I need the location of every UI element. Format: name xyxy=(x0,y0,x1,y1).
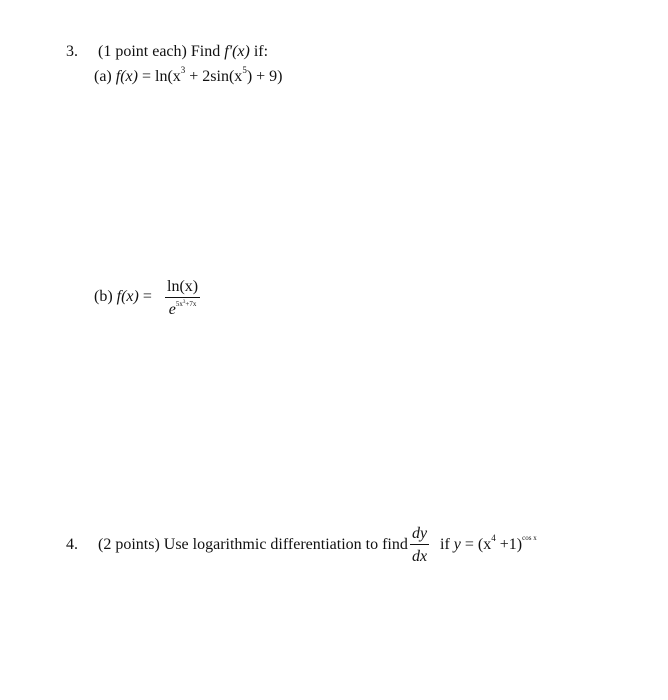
part-b-eq: = xyxy=(142,288,152,305)
part-b-numerator: ln(x) xyxy=(165,278,200,298)
question-4-dy: dy xyxy=(410,525,429,545)
question-3-part-b xyxy=(94,289,152,305)
question-4-if: if xyxy=(440,536,450,553)
part-a-mid: + 2sin(x xyxy=(185,68,243,85)
question-4 xyxy=(66,537,408,553)
question-3-suffix: if: xyxy=(253,43,269,60)
question-3-part-a xyxy=(94,65,283,85)
part-b-denom-exp-cube: 3 xyxy=(182,300,186,305)
question-4-y: y xyxy=(453,536,461,553)
question-4-dx: dx xyxy=(412,548,428,565)
part-b-denom-exp-b: +7x xyxy=(185,300,197,308)
part-a-exp3: 3 xyxy=(180,65,186,75)
part-a-eq: = xyxy=(141,68,151,85)
part-a-label: (a) xyxy=(94,68,112,85)
question-4-number: 4. xyxy=(66,536,78,553)
part-a-tail: ) + 9) xyxy=(246,68,283,85)
part-b-denom-exp-a: 5x xyxy=(175,300,183,308)
part-a-ln: ln(x xyxy=(155,68,181,85)
question-4-eq: = xyxy=(464,536,474,553)
question-3-number: 3. xyxy=(66,43,78,60)
part-b-fraction xyxy=(165,278,200,319)
question-4-exp4: 4 xyxy=(491,533,496,543)
question-3-header xyxy=(66,44,268,60)
question-4-power: cos x xyxy=(522,534,537,542)
part-b-denom-base: e xyxy=(168,301,176,318)
part-b-lhs: f(x) xyxy=(116,288,139,305)
question-4-base-close: +1) xyxy=(495,536,523,553)
question-4-derivative xyxy=(410,525,429,566)
part-a-exp5: 5 xyxy=(242,65,247,75)
part-a-lhs: f(x) xyxy=(115,68,138,85)
question-3-intro: (1 point each) Find xyxy=(98,43,221,60)
question-3-target: f'(x) xyxy=(224,43,250,60)
question-4-text: (2 points) Use logarithmic differentiation to find xyxy=(98,536,408,553)
part-b-label: (b) xyxy=(94,288,113,305)
question-4-function xyxy=(440,533,537,553)
question-4-base-open: (x xyxy=(477,536,492,553)
part-b-denominator xyxy=(165,298,200,319)
